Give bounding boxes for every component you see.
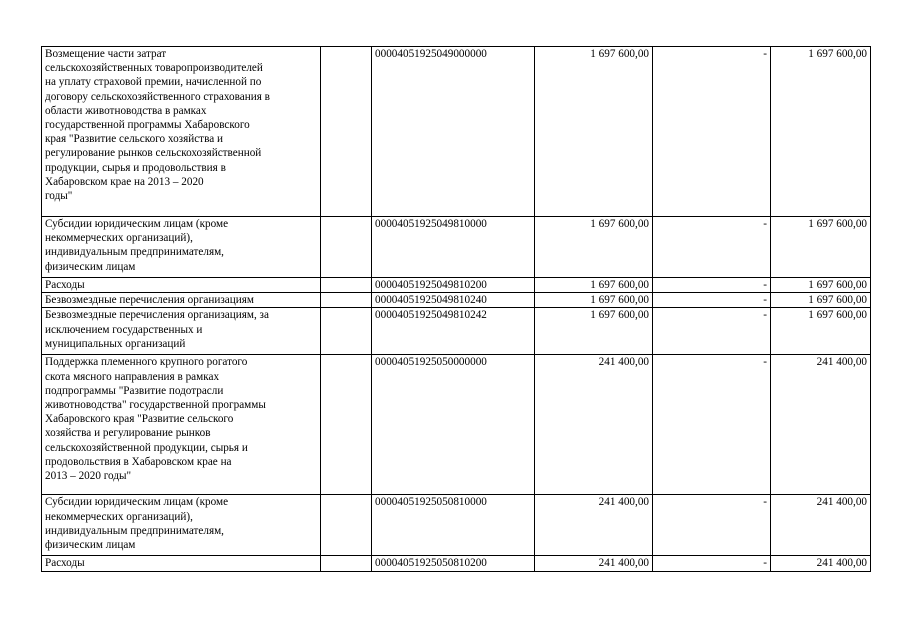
row-budget-code: 00004051925050810200 xyxy=(372,556,535,571)
row-line-code xyxy=(321,495,372,556)
row-line-code xyxy=(321,293,372,308)
row-budget-code: 00004051925049810240 xyxy=(372,293,535,308)
table-row xyxy=(42,217,871,278)
row-name: Расходы xyxy=(42,556,321,571)
row-line-code xyxy=(321,308,372,355)
row-unexecuted-amount: 1 697 600,00 xyxy=(771,293,871,308)
row-unexecuted-amount: 1 697 600,00 xyxy=(771,47,871,217)
row-approved-amount: 1 697 600,00 xyxy=(535,293,653,308)
row-line-code xyxy=(321,217,372,278)
row-executed-amount: - xyxy=(653,293,771,308)
row-name: Субсидии юридическим лицам (кроме некоммерческих организаций), индивидуальным предпринимателям, физическим лицам xyxy=(42,217,321,278)
row-line-code xyxy=(321,278,372,293)
row-approved-amount: 1 697 600,00 xyxy=(535,47,653,217)
row-executed-amount: - xyxy=(653,495,771,556)
row-unexecuted-amount: 1 697 600,00 xyxy=(771,278,871,293)
row-name: Безвозмездные перечисления организациям xyxy=(42,293,321,308)
row-approved-amount: 241 400,00 xyxy=(535,495,653,556)
row-budget-code: 00004051925050810000 xyxy=(372,495,535,556)
row-budget-code: 00004051925049810000 xyxy=(372,217,535,278)
row-line-code xyxy=(321,355,372,495)
row-executed-amount: - xyxy=(653,355,771,495)
row-name: Субсидии юридическим лицам (кроме некоммерческих организаций), индивидуальным предпринимателям, физическим лицам xyxy=(42,495,321,556)
row-name: Поддержка племенного крупного рогатого скота мясного направления в рамках подпрограммы "Развитие подотрасли животноводства" государственной программы Хабаровского края "Развитие сельского хозяйства и регулирование рынков сельскохозяйственной продукции, сырья и продовольствия в Хабаровском крае на 2013 – 2020 годы" xyxy=(42,355,321,495)
table-row xyxy=(42,556,871,571)
row-line-code xyxy=(321,556,372,571)
table-row xyxy=(42,293,871,308)
row-unexecuted-amount: 241 400,00 xyxy=(771,355,871,495)
table-row xyxy=(42,308,871,355)
row-executed-amount: - xyxy=(653,47,771,217)
table-row xyxy=(42,355,871,495)
row-line-code xyxy=(321,47,372,217)
row-approved-amount: 1 697 600,00 xyxy=(535,278,653,293)
row-executed-amount: - xyxy=(653,556,771,571)
row-approved-amount: 1 697 600,00 xyxy=(535,308,653,355)
row-approved-amount: 1 697 600,00 xyxy=(535,217,653,278)
row-unexecuted-amount: 1 697 600,00 xyxy=(771,217,871,278)
row-approved-amount: 241 400,00 xyxy=(535,556,653,571)
row-unexecuted-amount: 241 400,00 xyxy=(771,556,871,571)
row-name: Возмещение части затрат сельскохозяйственных товаропроизводителей на уплату страховой премии, начисленной по договору сельскохозяйственного страхования в области животноводства в рамках государственной программы Хабаровского края "Развитие сельского хозяйства и регулирование рынков сельскохозяйственной продукции, сырья и продовольствия в Хабаровском крае на 2013 – 2020 годы" xyxy=(42,47,321,217)
row-executed-amount: - xyxy=(653,308,771,355)
budget-table xyxy=(41,46,871,572)
row-budget-code: 00004051925050000000 xyxy=(372,355,535,495)
row-budget-code: 00004051925049810242 xyxy=(372,308,535,355)
row-name: Безвозмездные перечисления организациям, за исключением государственных и муниципальных организаций xyxy=(42,308,321,355)
table-row xyxy=(42,495,871,556)
row-unexecuted-amount: 1 697 600,00 xyxy=(771,308,871,355)
table-row xyxy=(42,278,871,293)
table-row xyxy=(42,47,871,217)
row-executed-amount: - xyxy=(653,278,771,293)
row-budget-code: 00004051925049000000 xyxy=(372,47,535,217)
row-executed-amount: - xyxy=(653,217,771,278)
row-name: Расходы xyxy=(42,278,321,293)
row-unexecuted-amount: 241 400,00 xyxy=(771,495,871,556)
row-approved-amount: 241 400,00 xyxy=(535,355,653,495)
row-budget-code: 00004051925049810200 xyxy=(372,278,535,293)
